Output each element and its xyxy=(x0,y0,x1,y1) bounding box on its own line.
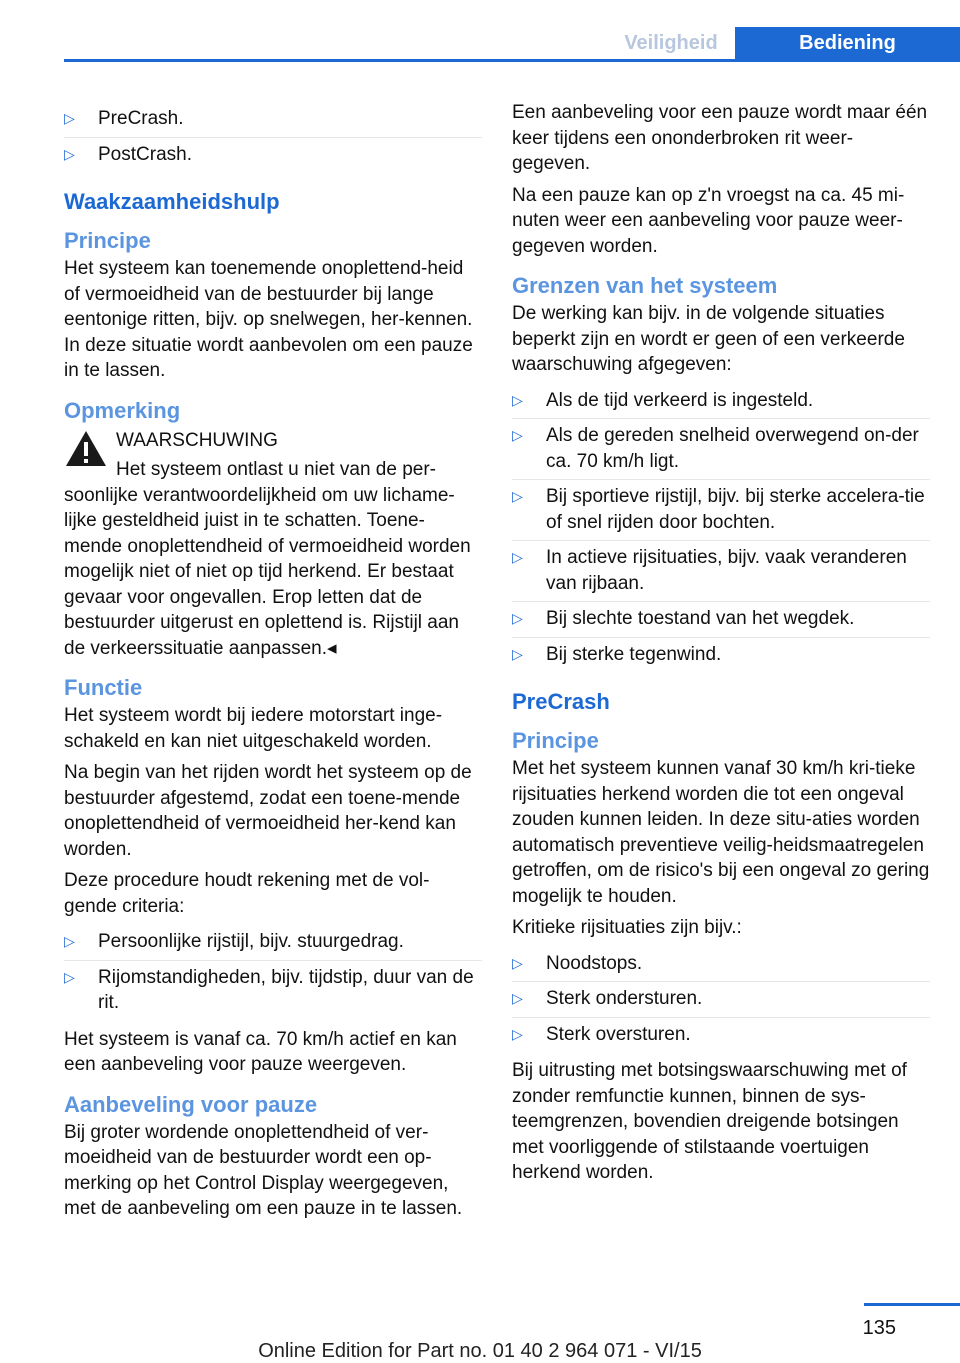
list-item: ▷ Sterk ondersturen. xyxy=(512,982,930,1018)
list-criteria xyxy=(64,925,482,1021)
triangle-bullet-icon: ▷ xyxy=(512,391,523,408)
paragraph-principe: Het systeem kan toenemende onoplettend-heid of vermoeidheid van de bestuurder bij lange eentonige ritten, bijv. op snelwegen, her-kennen. In deze situatie wordt aanbevolen om een pauze in te lassen. xyxy=(64,258,473,381)
triangle-bullet-icon: ▷ xyxy=(64,145,75,162)
list-item: ▷ Bij slechte toestand van het wegdek. xyxy=(512,602,930,638)
paragraph-functie-1: Het systeem wordt bij iedere motorstart inge-schakeld en kan niet uitgeschakeld worden. xyxy=(64,705,443,752)
heading-functie: Functie xyxy=(64,675,143,700)
list-item: ▷ In actieve rijsituaties, bijv. vaak veranderen van rijbaan. xyxy=(512,541,930,602)
heading-principe-precrash: Principe xyxy=(512,728,599,753)
heading-principe: Principe xyxy=(64,228,151,253)
heading-waakzaamheidshulp: Waakzaamheidshulp xyxy=(64,189,280,214)
right-column xyxy=(512,100,930,1192)
section-tab-bediening[interactable]: Bediening xyxy=(735,27,960,59)
triangle-bullet-icon: ▷ xyxy=(64,933,75,949)
list-item: ▷ Noodstops. xyxy=(512,947,930,983)
triangle-bullet-icon: ▷ xyxy=(512,990,523,1006)
triangle-bullet-icon: ▷ xyxy=(512,427,523,443)
heading-opmerking: Opmerking xyxy=(64,397,181,423)
warning-triangle-icon xyxy=(64,428,108,468)
paragraph-functie-2: Na begin van het rijden wordt het systeem op de bestuurder afgestemd, zodat een toene-mende onoplettendheid of vermoeidheid her-kend kan worden. xyxy=(64,762,472,860)
heading-precrash: PreCrash xyxy=(512,689,610,714)
warning-title: WAARSCHUWING xyxy=(116,429,278,451)
heading-grenzen: Grenzen van het systeem xyxy=(512,273,778,298)
section-tab-veiligheid[interactable]: Veiligheid xyxy=(607,27,735,59)
paragraph-principe-precrash: Met het systeem kunnen vanaf 30 km/h kri-tieke rijsituaties herkend worden die tot een ongeval zouden kunnen leiden. In deze situ-aties worden automatisch preventieve veilig-heidsmaatregelen getroffen, om de risico's bij een ongeval zo gering mogelijk te houden. xyxy=(512,758,930,907)
list-item: ▷ Persoonlijke rijstijl, bijv. stuurgedrag. xyxy=(64,925,482,961)
list-item: ▷ PostCrash. xyxy=(64,138,482,173)
triangle-bullet-icon: ▷ xyxy=(512,954,523,971)
footer-edition: Online Edition for Part no. 01 40 2 964 071 - VI/15 xyxy=(258,1340,702,1362)
triangle-bullet-icon: ▷ xyxy=(64,968,75,985)
page-number: 135 xyxy=(862,1317,896,1339)
list-kritieke xyxy=(512,947,930,1053)
list-item: ▷ Als de gereden snelheid overwegend on-der ca. 70 km/h ligt. xyxy=(512,419,930,480)
list-crash xyxy=(64,102,482,172)
list-item: ▷ Bij sterke tegenwind. xyxy=(512,638,930,673)
triangle-bullet-icon: ▷ xyxy=(512,549,523,565)
list-item: ▷ Rijomstandigheden, bijv. tijdstip, duur van de rit. xyxy=(64,966,474,1013)
list-item: ▷ Bij sportieve rijstijl, bijv. bij sterke accelera-tie of snel rijden door bochten. xyxy=(512,480,930,541)
paragraph-grenzen: De werking kan bijv. in de volgende situaties beperkt zijn en wordt er geen of een verkeerde waarschuwing afgegeven: xyxy=(512,303,905,375)
paragraph-right-1: Een aanbeveling voor een pauze wordt maar één keer tijdens een ononderbroken rit weer-gegeven. xyxy=(512,102,928,174)
heading-aanbeveling: Aanbeveling voor pauze xyxy=(64,1091,318,1117)
footer-rule xyxy=(864,1303,960,1306)
triangle-bullet-icon: ▷ xyxy=(512,1025,523,1042)
warning-text: Het systeem ontlast u niet van de per-soonlijke verantwoordelijkheid om uw lichame-lijke gesteldheid juist in te schatten. Toene-mende onoplettendheid of vermoeidheid worden mogelijk niet of niet op tijd herkend. Er bestaat gevaar voor ongevallen. Erop letten dat de bestuurder uitgerust en oplettend is. Rijstijl aan de verkeerssituatie aanpassen.◂ xyxy=(64,459,471,659)
triangle-bullet-icon: ▷ xyxy=(64,110,75,126)
triangle-bullet-icon: ▷ xyxy=(512,488,523,504)
paragraph-functie-4: Het systeem is vanaf ca. 70 km/h actief en kan een aanbeveling voor pauze weergeven. xyxy=(64,1028,457,1075)
list-item: ▷ PreCrash. xyxy=(64,102,482,138)
paragraph-last: Bij uitrusting met botsingswaarschuwing met of zonder remfunctie kunnen, binnen de sys-teemgrenzen, bovendien dreigende botsingen met voorliggende of stilstaande voertuigen herkend worden. xyxy=(512,1060,907,1183)
triangle-bullet-icon: ▷ xyxy=(512,610,523,626)
left-column xyxy=(64,100,482,1228)
paragraph-functie-3: Deze procedure houdt rekening met de vol-gende criteria: xyxy=(64,870,430,917)
list-item: ▷ Sterk oversturen. xyxy=(512,1018,930,1053)
paragraph-right-2: Na een pauze kan op z'n vroegst na ca. 45 mi-nuten weer een aanbeveling voor pauze weer-gegeven worden. xyxy=(512,184,905,257)
triangle-bullet-icon: ▷ xyxy=(512,645,523,662)
header-rule xyxy=(64,59,960,62)
list-grenzen xyxy=(512,384,930,673)
list-item: ▷ Als de tijd verkeerd is ingesteld. xyxy=(512,384,930,420)
paragraph-aanbeveling: Bij groter wordende onoplettendheid of ver-moeidheid van de bestuurder wordt een op-merking op het Control Display weergegeven, met de aanbeveling om een pauze in te lassen. xyxy=(64,1121,463,1219)
paragraph-kritieke: Kritieke rijsituaties zijn bijv.: xyxy=(512,917,742,938)
warning-block xyxy=(64,428,482,662)
